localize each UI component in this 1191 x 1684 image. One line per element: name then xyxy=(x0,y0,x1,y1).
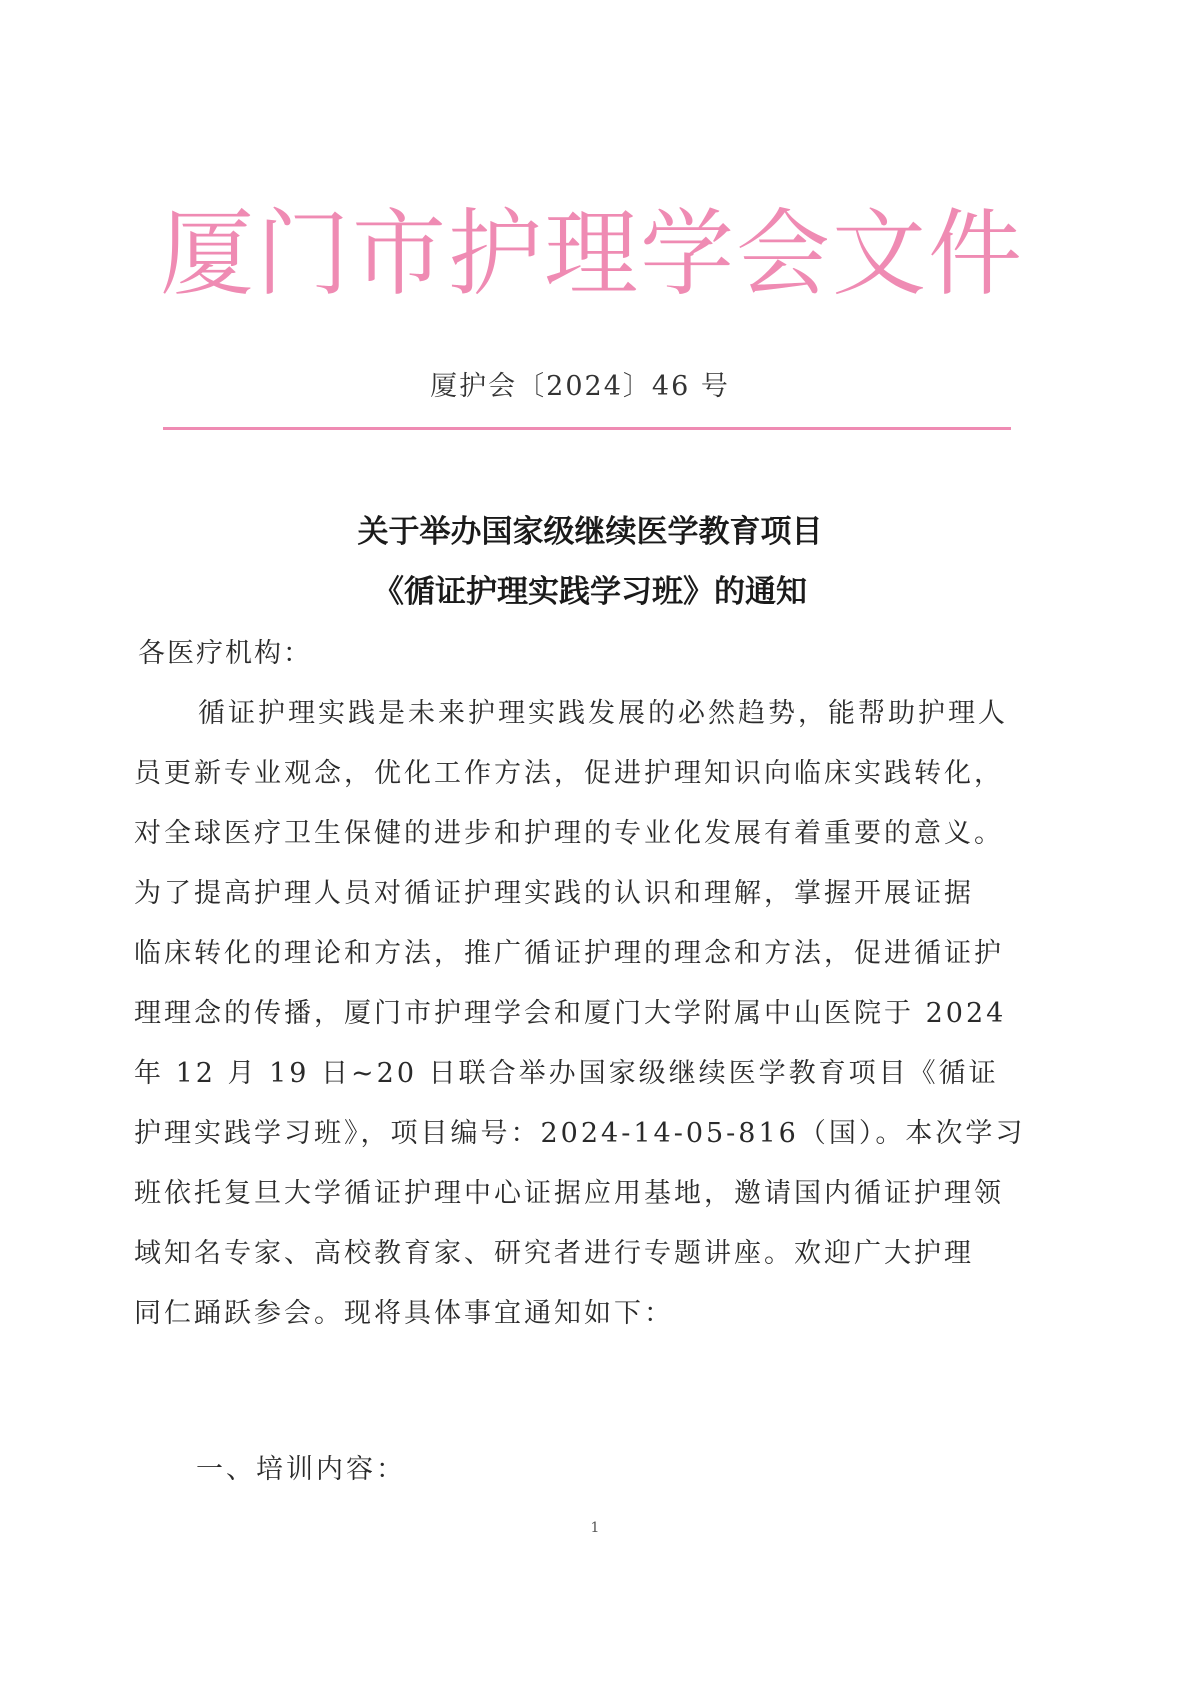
body-line-3: 对全球医疗卫生保健的进步和护理的专业化发展有着重要的意义。 xyxy=(134,818,1004,849)
body-line-10: 域知名专家、高校教育家、研究者进行专题讲座。欢迎广大护理 xyxy=(134,1238,974,1269)
salutation: 各医疗机构： xyxy=(138,638,312,669)
body-line-1: 循证护理实践是未来护理实践发展的必然趋势，能帮助护理人 xyxy=(198,698,1008,729)
notice-title-line-1: 关于举办国家级继续医学教育项目 xyxy=(357,514,823,550)
document-number: 厦护会〔2024〕46 号 xyxy=(430,371,730,402)
body-line-8: 护理实践学习班》，项目编号：2024-14-05-816（国）。本次学习 xyxy=(134,1118,1026,1149)
body-line-2: 员更新专业观念，优化工作方法，促进护理知识向临床实践转化， xyxy=(134,758,1004,789)
body-line-9: 班依托复旦大学循证护理中心证据应用基地，邀请国内循证护理领 xyxy=(134,1178,1004,1209)
body-line-7: 年 12 月 19 日~20 日联合举办国家级继续医学教育项目《循证 xyxy=(134,1058,999,1089)
body-line-4: 为了提高护理人员对循证护理实践的认识和理解，掌握开展证据 xyxy=(134,878,974,909)
org-masthead-title: 厦门市护理学会文件 xyxy=(160,200,1025,309)
body-line-6: 理理念的传播，厦门市护理学会和厦门大学附属中山医院于 2024 xyxy=(134,998,1007,1029)
page-number: 1 xyxy=(590,1520,600,1536)
notice-title-line-2: 《循证护理实践学习班》的通知 xyxy=(373,574,807,610)
body-line-11: 同仁踊跃参会。现将具体事宜通知如下： xyxy=(134,1298,674,1329)
section-heading-training-content: 一、培训内容： xyxy=(196,1454,406,1485)
header-divider-line xyxy=(163,427,1011,430)
body-line-5: 临床转化的理论和方法，推广循证护理的理念和方法，促进循证护 xyxy=(134,938,1004,969)
